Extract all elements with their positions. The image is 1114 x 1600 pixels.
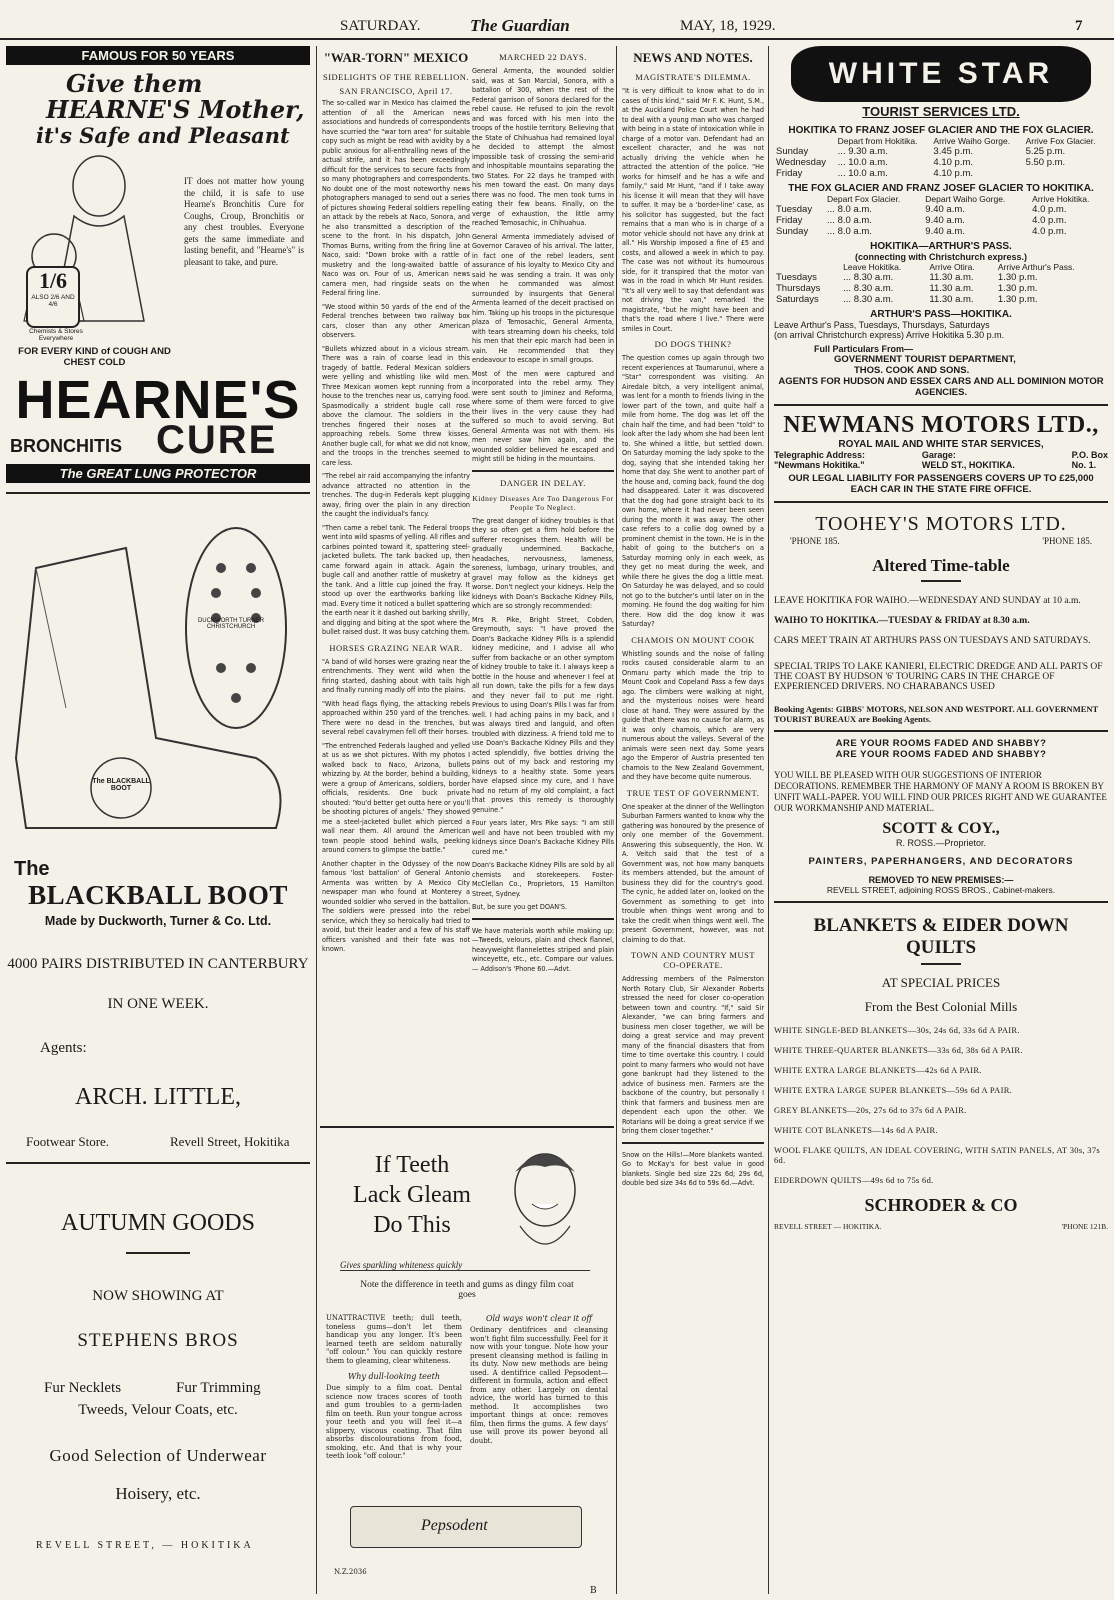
schedule-cell: 11.30 a.m. — [929, 272, 974, 283]
route-1-title: HOKITIKA TO FRANZ JOSEF GLACIER AND THE FOX GLACIER. — [788, 125, 1094, 136]
schedule-row — [774, 168, 1108, 179]
schedule-cell: ... 9.30 a.m. — [837, 146, 888, 157]
schedule-row — [774, 294, 1108, 305]
section-divider — [622, 1142, 764, 1144]
schedule-header-cell: Arrive Waiho Gorge. — [933, 136, 1011, 146]
news-paragraph: Addressing members of the Palmerston North Rotary Club, Sir Alexander Roberts stressed the need for closer co-operation between town and country. "If," said Sir Alexander, "we can bring farmers and business men closer together, we will be doing a great service and may prevent many of the financial disasters that from time to time overtake this country. I could point to many farmers who would not have gone bankrupt had they listened to the advice of business men. Farmers are the backbone of the country, but personally I think that farmers and business men are dependent each upon the other. We Rotarians will be doing a great service if we bring them closer together." — [622, 974, 764, 1135]
blackball-name: BLACKBALL BOOT — [28, 880, 288, 910]
autumn-showing: NOW SHOWING AT — [92, 1288, 224, 1304]
schedule-cell: Tuesdays — [776, 272, 817, 283]
pepsodent-gives: Gives sparkling whiteness quickly — [340, 1260, 590, 1271]
newmans-tel: "Newmans Hokitika." — [774, 460, 865, 470]
doans-paragraph: But, be sure you get DOAN'S. — [472, 902, 568, 911]
ornament-rule — [921, 580, 961, 582]
toohey-phone-2: 'PHONE 185. — [1042, 536, 1092, 546]
newmans-garage-label: Garage: — [921, 450, 956, 460]
section-divider — [774, 901, 1108, 903]
white-star-logo: WHITE STAR — [791, 46, 1091, 102]
route-3-schedule — [774, 262, 1108, 305]
mexico-dateline: SAN FRANCISCO, April 17. — [339, 86, 453, 96]
article-paragraph: "With head flags flying, the attacking rebels approached within 250 yard of the trenches. There were no dead in the trenches, but several rebel cavalrymen fell off their horses. — [322, 698, 470, 736]
article-paragraph: "Then came a rebel tank. The Federal troops went into wild spasms of yelling. All rifles and carbines pointed toward it, spattering steel-jacketed bullets. The tank backed up, then came forward again in attack. Again the bugle call and another rattle of musketry at the tank. And a little cup joined the fray. It stood up over the earthworks barking like mad. Every time it noticed a bullet spattering the earth near it it dashed out barking shrilly, and digging and biting at the spot where the bullet raised dust. It was busy catching them. — [322, 522, 470, 636]
schedule-header-cell: Leave Hokitika. — [843, 262, 902, 272]
column-5 — [774, 46, 1108, 1594]
footer-mark: B — [590, 1586, 597, 1596]
article-paragraph: Another chapter in the Odyssey of the now famous 'lost battalion' of General Antonio Armenta was written by A Mexico City newspaper man who found at Monterey a wounded soldier who served in the battalion. The soldiers were pressed into the rebel service, which they so heroically had tried to avoid, but their leader and a few of his staff officers vanished and their fate was not known. — [322, 858, 470, 953]
toohey-phone-1: 'PHONE 185. — [790, 536, 840, 546]
pepsodent-left-text: UNATTRACTIVE teeth; dull teeth, toneless gums—don't let them handicap you any longer. It's been learned teeth are seldom naturally "off colour." You can quickly restore them to gleaming, clear whiteness. — [326, 1314, 462, 1365]
section-divider — [6, 1162, 310, 1164]
pepsodent-right-head: Old ways won't clear it off — [485, 1314, 593, 1323]
schedule-cell: Friday — [776, 168, 803, 179]
schedule-cell: 1.30 p.m. — [997, 283, 1038, 294]
autumn-item-necklets: Fur Necklets — [44, 1380, 122, 1396]
toohey-cars: CARS MEET TRAIN AT ARTHURS PASS ON TUESDAYS AND SATURDAYS. — [774, 636, 1091, 646]
schedule-row — [774, 226, 1108, 237]
news-subhead: TRUE TEST OF GOVERNMENT. — [626, 787, 760, 798]
route-2-schedule — [774, 194, 1108, 237]
newmans-liability: OUR LEGAL LIABILITY FOR PASSENGERS COVERS UP TO £25,000 EACH CAR IN THE STATE FIRE OFFICE. — [788, 473, 1094, 495]
masthead — [0, 0, 1114, 40]
route-1-schedule — [774, 136, 1108, 179]
hearnes-cure-ad — [6, 46, 310, 486]
white-star-cook: THOS. COOK AND SONS. — [854, 365, 970, 376]
schroder-street: REVELL STREET — HOKITIKA. — [774, 1222, 882, 1231]
schedule-cell: ... 10.0 a.m. — [837, 157, 888, 168]
news-subhead: MAGISTRATE'S DILEMMA. — [635, 72, 751, 82]
schedule-cell: Thursdays — [776, 283, 821, 294]
pepsodent-why-head: Why dull-looking teeth — [348, 1372, 440, 1381]
article-paragraph: "We stood within 50 yards of the end of the Federal trenches between two railway box cars, closer than any other American observers. — [322, 301, 470, 339]
route-3-subtitle: (connecting with Christchurch express.) — [854, 252, 1028, 262]
pepsodent-right-text: Ordinary dentifrices and cleansing won't fight film successfully. Feel for it now with your tongue. Note how your present cleansing method is failing in its duty. Now new methods are being used. A dentifrice called Pepsodent—different in formula, action and effect from any other. Largely on dental advice, the world has turned to this method. It accomplishes two important things at once: removes film, then firms the gums. A few days' use will prove its power beyond all doubt. — [470, 1326, 608, 1445]
news-subhead: CHAMOIS ON MOUNT COOK — [631, 634, 755, 645]
section-divider — [472, 918, 614, 920]
schedule-cell: 4.0 p.m. — [1032, 204, 1067, 215]
scott-name: SCOTT & COY., — [882, 820, 1000, 837]
news-subhead: TOWN AND COUNTRY MUST CO-OPERATE. — [630, 950, 756, 970]
schedule-header-cell: Depart from Hokitika. — [837, 136, 918, 146]
hearnes-price: 1/6 — [38, 268, 68, 293]
blanket-price-item: WHITE COT BLANKETS—14s 6d A PAIR. — [774, 1125, 938, 1135]
boot-illustration — [6, 508, 306, 868]
doans-paragraph: The great danger of kidney troubles is that they so often get a firm hold before the sufferer recognises them. Health will be gradually undermined. Backache, headaches, nervousness, lameness, soreness, lumbago, urinary troubles, and gravel may follow as the kidneys get worse. Don't neglect your kidneys. Help the kidneys with Doan's Backache Kidney Pills, which are so strongly recommended: — [472, 515, 614, 610]
blanket-price-item: WHITE EXTRA LARGE BLANKETS—42s 6d A PAIR. — [774, 1065, 982, 1075]
ornament-rule — [921, 963, 961, 965]
blackball-pairs: 4000 PAIRS DISTRIBUTED IN CANTERBURY — [7, 956, 309, 972]
newmans-motors-ad — [774, 412, 1108, 495]
autumn-item-trimming: Fur Trimming — [176, 1380, 261, 1396]
article-paragraph: "A band of wild horses were grazing near the entrenchments. They went wild when the firing started, dashing about with tails high and finally running madly off into the plains. — [322, 656, 470, 694]
schedule-cell: 4.10 p.m. — [933, 168, 974, 179]
section-divider — [774, 501, 1108, 503]
section-divider — [774, 730, 1108, 732]
schedule-row — [774, 157, 1108, 168]
schedule-row — [774, 146, 1108, 157]
mexico-subtitle: SIDELIGHTS OF THE REBELLION. — [322, 72, 470, 82]
toohey-leave: LEAVE HOKITIKA FOR WAIHO.—WEDNESDAY AND SUNDAY at 10 a.m. — [774, 596, 1081, 606]
schroder-blankets-ad — [774, 915, 1108, 1231]
doans-paragraph: Four years later, Mrs Pike says: "I am still well and have not been troubled with my kidneys since Doan's Backache Kidney Pills cured me." — [472, 818, 614, 856]
scott-address: REVELL STREET, adjoining ROSS BROS., Cabinet-makers. — [826, 885, 1056, 895]
schedule-header-cell: Arrive Arthur's Pass. — [997, 262, 1075, 272]
section-divider — [472, 470, 614, 472]
blackball-agent-name: ARCH. LITTLE, — [75, 1084, 241, 1110]
blackball-boot-ad — [6, 500, 310, 1156]
schedule-header-cell: Arrive Hokitika. — [1032, 194, 1090, 204]
masthead-date: MAY, 18, 1929. — [680, 18, 776, 34]
schedule-cell: 4.0 p.m. — [1032, 226, 1067, 237]
pepsodent-tube — [350, 1506, 582, 1548]
schedule-cell: 11.30 a.m. — [929, 294, 974, 305]
news-paragraph: Whistling sounds and the noise of falling rocks caused considerable alarm to an Onmaru party which made the trip to Mount Cook and Copeland Pass a few days ago. The climbers were walking at night, and the mysterious noises were heard close at hand. They were assured by the guide that there was no cause for alarm, as it was only chamois, which are very numerous about the valleys. Several of the animals were seen next day. Some years ago the Emperor of Austria presented ten chamois to the New Zealand Government, and they have become quite numerous. — [622, 648, 764, 781]
schedule-row — [774, 215, 1108, 226]
white-star-subtitle: TOURIST SERVICES LTD. — [862, 104, 1020, 119]
mexico-headline: "WAR-TORN" MEXICO — [323, 50, 469, 65]
pepsodent-note: Note the difference in teeth and gums as dingy film coat goes — [360, 1280, 574, 1300]
scott-question-2: ARE YOUR ROOMS FADED AND SHABBY? — [835, 749, 1047, 760]
schedule-header-cell: Depart Waiho Gorge. — [925, 194, 1006, 204]
blackball-street: Revell Street, Hokitika — [170, 1134, 290, 1149]
schedule-cell: 4.0 p.m. — [1032, 215, 1067, 226]
newmans-po-label: P.O. Box — [1071, 450, 1108, 460]
scott-prop: R. ROSS.—Proprietor. — [895, 838, 987, 848]
blanket-price-item: WHITE EXTRA LARGE SUPER BLANKETS—59s 6d A PAIR. — [774, 1085, 1013, 1095]
stephens-bros-autumn-ad — [6, 1170, 310, 1590]
scott-body: YOU WILL BE PLEASED WITH OUR SUGGESTIONS OF INTERIOR DECORATIONS. REMEMBER THE HARMONY OF MANY A ROOM IS BROKEN BY UNFIT WALL-PAPER. YOU WILL FIND OUR PRICES RIGHT AND WE GUARANTEE OUR WORKMANSHIP AND MATERIAL. — [774, 770, 1107, 813]
scott-coy-ad — [774, 738, 1108, 895]
autumn-title: AUTUMN GOODS — [60, 1210, 255, 1236]
schedule-cell: 1.30 p.m. — [997, 272, 1038, 283]
schedule-cell: Wednesday — [776, 157, 826, 168]
scott-trades: PAINTERS, PAPERHANGERS, AND DECORATORS — [808, 856, 1074, 867]
schedule-cell: Saturdays — [776, 294, 819, 305]
section-divider — [6, 492, 310, 494]
hearnes-headline-2: HEARNE'S Mother, — [46, 95, 305, 124]
doans-subtitle: Kidney Diseases Are Too Dangerous For People To Neglect. — [472, 493, 614, 512]
schedule-cell: ... 8.0 a.m. — [827, 215, 872, 226]
schedule-cell: ... 8.0 a.m. — [827, 204, 872, 215]
toohey-special: SPECIAL TRIPS TO LAKE KANIERI, ELECTRIC DREDGE AND ALL PARTS OF THE COAST BY HUDSON '6' TOURING CARS IN THE CHARGE OF EXPERIENCED DRIVERS. NO CHARABANCS USED — [774, 662, 1103, 692]
masthead-day: SATURDAY. — [340, 18, 421, 34]
schedule-cell: 9.40 a.m. — [925, 215, 965, 226]
schroder-title: BLANKETS & EIDER DOWN QUILTS — [813, 915, 1069, 958]
blackball-store: Footwear Store. — [26, 1134, 110, 1149]
newmans-garage: WELD ST., HOKITIKA. — [921, 460, 1015, 470]
pepsodent-ad — [320, 1126, 614, 1596]
schedule-cell: 3.45 p.m. — [933, 146, 974, 157]
schroder-name: SCHRODER & CO — [864, 1195, 1018, 1215]
toohey-booking: Booking Agents: GIBBS' MOTORS, NELSON AND WESTPORT. ALL GOVERNMENT TOURIST BUREAUX are Booking Agents. — [774, 704, 1099, 724]
hearnes-name: HEARNE'S — [15, 370, 301, 430]
newmans-sub: ROYAL MAIL AND WHITE STAR SERVICES, — [838, 439, 1044, 450]
blackball-the: The — [14, 858, 50, 880]
schedule-header-cell — [774, 136, 836, 146]
blackball-week: IN ONE WEEK. — [107, 996, 209, 1012]
schedule-header-row — [774, 262, 1108, 272]
addisons-ad: We have materials worth while making up:—Tweeds, velours, plain and check flannel, heavyweight flannelettes striped and plain winceyette, etc., etc. Compare our values. — Addison's 'Phone 60.—Advt. — [472, 925, 614, 973]
hearnes-cure: CURE — [156, 418, 278, 462]
smiling-woman-illustration — [490, 1142, 600, 1260]
column-1 — [6, 46, 310, 1594]
white-star-govt: GOVERNMENT TOURIST DEPARTMENT, — [834, 354, 1016, 365]
schedule-header-cell — [774, 262, 841, 272]
autumn-store: STEPHENS BROS — [77, 1330, 239, 1351]
schedule-row — [774, 272, 1108, 283]
boot-label-name: The BLACKBALL BOOT — [92, 778, 150, 792]
white-star-ad — [774, 46, 1108, 398]
schedule-cell: ... 8.30 a.m. — [843, 283, 894, 294]
ornament-rule — [126, 1252, 190, 1254]
blanket-price-item: WHITE SINGLE-BED BLANKETS—30s, 24s 6d, 33s 6d A PAIR. — [774, 1025, 1020, 1035]
doans-paragraph: Doan's Backache Kidney Pills are sold by all chemists and storekeepers. Foster-McClellan Co., Proprietors, 15 Hamilton Street, Sydney. — [472, 860, 614, 898]
masthead-paper-title: The Guardian — [470, 16, 570, 35]
pepsodent-line-1: If Teeth — [374, 1152, 450, 1178]
toohey-title: TOOHEY'S MOTORS LTD. — [815, 513, 1067, 535]
schedule-row — [774, 204, 1108, 215]
white-star-agents: AGENTS FOR HUDSON AND ESSEX CARS AND ALL DOMINION MOTOR AGENCIES. — [778, 376, 1104, 398]
mexico-subhead-horses: HORSES GRAZING NEAR WAR. — [329, 642, 463, 653]
article-paragraph: "The entrenched Federals laughed and yelled at us as we shot pictures. With my photos I walked back to Naco, Arizona, bullets whizzing by. At the border, behind a building, were a group of Americans, soldiers, border officials, residents. One buck private shouted: 'You'd better get outta here or you'll be shooting pictures of angels.' They showed me a steel-jacketed bullet which pierced a wall near them. All around the American town people stood behind walls, peeking around corners to glimpse the battle." — [322, 740, 470, 854]
schedule-cell: 4.10 p.m. — [933, 157, 974, 168]
article-paragraph: "The rebel air raid accompanying the infantry advance attracted no attention in the trenches. The dug-in Federals kept plugging away, firing over the plain in any direction the caught the individual's fancy. — [322, 471, 470, 518]
blanket-price-item: GREY BLANKETS—20s, 27s 6d to 37s 6d A PAIR. — [774, 1105, 967, 1115]
blackball-agents: Agents: — [40, 1040, 87, 1056]
news-subhead: DO DOGS THINK? — [654, 339, 732, 349]
schedule-cell: Tuesday — [776, 204, 813, 215]
autumn-item-underwear: Good Selection of Underwear — [49, 1446, 267, 1465]
hearnes-bronchitis: BRONCHITIS — [10, 436, 122, 456]
article-paragraph: "Bullets whizzed about in a vicious stream. There was a rain of coarse lead in this tragedy of battle. Federal Mexican soldiers were yelling and whistling like wild men. Three Mexican women kept running from a house to the trenches near us, carrying food. Spasmodically a strident bugle call rose above the clamour. The soldiers in the trenches fingered their noses at the approaching rebels. Some threw kisses. Another bugle call, for what we did not know, and the troops in the trenches seemed to care less. — [322, 343, 470, 467]
toohey-waiho: WAIHO TO HOKITIKA.—TUESDAY & FRIDAY at 8.30 a.m. — [774, 616, 1030, 626]
news-paragraph: One speaker at the dinner of the Wellington Suburban Farmers wanted to know why the gathering was honoured by the presence of only one member of the Government. Answering this subsequently, the Hon. W. A. Veitch said that the test of a Government was, not how many banquets its members attended, but the amount of business they did for the country's good. The cynic, he added later on, looked on the Government as something to get into trouble when things went wrong and to take the credit when things went well. The present Government, however, was not claiming to do that. — [622, 801, 764, 944]
scott-question-1: ARE YOUR ROOMS FADED AND SHABBY? — [835, 738, 1047, 749]
hearnes-body-text: IT does not matter how young the child, it is safe to use Hearne's Bronchitis Cure for Coughs, Croup, Bronchitis or any chest troubles. Everyone gets the same immediate and lasting benefit, and "Hearne's" is pleasant to take, and pure. — [184, 176, 304, 267]
route-3-title: HOKITIKA—ARTHUR'S PASS. — [870, 241, 1012, 252]
schedule-header-cell: Arrive Otira. — [929, 262, 975, 272]
autumn-item-tweeds: Tweeds, Velour Coats, etc. — [78, 1402, 238, 1418]
schedule-cell: ... 8.0 a.m. — [827, 226, 872, 237]
mexico-subhead-marched: MARCHED 22 DAYS. — [499, 52, 587, 62]
schedule-cell — [1024, 168, 1108, 179]
hearnes-tagline: The GREAT LUNG PROTECTOR — [6, 464, 310, 483]
hearnes-headline-1: Give them — [66, 69, 203, 98]
blackball-maker: Made by Duckworth, Turner & Co. Ltd. — [44, 914, 272, 928]
newmans-po: No. 1. — [1071, 460, 1097, 470]
hearnes-kind: FOR EVERY KIND of COUGH AND CHEST COLD — [18, 346, 171, 368]
autumn-footer: REVELL STREET, — HOKITIKA — [36, 1540, 254, 1551]
schedule-cell: Sunday — [776, 226, 809, 237]
doans-title: DANGER IN DELAY. — [500, 477, 586, 488]
autumn-item-hosiery: Hoisery, etc. — [115, 1484, 201, 1503]
column-rule — [768, 46, 769, 1594]
hearnes-headline-3: it's Safe and Pleasant — [36, 123, 290, 148]
schedule-header-row — [774, 136, 1108, 146]
doans-paragraph: Mrs R. Pike, Bright Street, Cobden, Greymouth, says: "I have proved the Doan's Backache Kidney Pills is a splendid kidney medicine, and I advise all who suffer from backache or an other symptom of kidney trouble to take it. I always keep a bottle in the house and whenever I feel at all run down, take the pills for a few days and they never fail to put me right. Previous to using Doan's Pills I was far from well. I had aching pains in my back, and I was always tired and languid, and often troubled with dizziness. A friend told me to use Doan's Backache Kidney Pills and they acted splendidly, five bottles driving the pains out of my back and restoring my kidneys to a healthy state. Some years have elapsed since my cure, and I have had no return of my old complaint, a fact that proves this remedy is thoroughly genuine." — [472, 614, 614, 814]
article-paragraph: Most of the men were captured and incorporated into the rebel army. They were sent south to Jiminez and Reforma, where some of them were forced to give their lives in the very cause they had suffered so much to avoid serving. But General Armenta was not with them. His men never saw him again, and the wounded soldier believed he escaped and might still be hiding in the mountains. — [472, 368, 614, 463]
schedule-cell: 9.40 a.m. — [925, 204, 965, 215]
route-2-title: THE FOX GLACIER AND FRANZ JOSEF GLACIER TO HOKITIKA. — [788, 183, 1094, 194]
pepsodent-line-3: Do This — [373, 1212, 451, 1238]
news-paragraph: The question comes up again through two recent experiences at Taumarunui, where a "Star" correspondent was visiting. An Airedale bitch, a very intelligent animal, was lent for a month to friends living in the lower part of the town, and quite half a mile from home. The dog was let off the chain half the time, and had been "told" to look after the lady whom she had been lent to. She whined a little, but settled down. On Saturday morning the lady spoke to the dog, saying that she intended taking her home that day. She went to another part of the house and, coming back, found the dog had disappeared. Later it was discovered that the dog had gone straight back to its own home, where it had never been seen during the month it was away. The other case refers to a collie dog owned by a prominent chemist in the town. He is in the habit of going to the butcher's on a Saturday morning only in each week, as they get no meat during the week, and while there he gives the dog a little meat. On Saturday he was delayed, and so could not go to the butcher's until later on in the morning. He found the dog waiting for him there. How did the dog know it was Saturday? — [622, 353, 764, 628]
newmans-tel-label: Telegraphic Address: — [774, 450, 866, 460]
schedule-cell: 5.25 p.m. — [1025, 146, 1066, 157]
schroder-special: AT SPECIAL PRICES — [881, 975, 1001, 990]
section-divider — [774, 404, 1108, 406]
pepsodent-why-body: Due simply to a film coat. Dental science now traces scores of tooth and gum troubles to a germ-laden film on teeth. Run your tongue across your teeth and you will feel it—a slippery, viscous coating. That film absorbs discolourations from food, smoking, etc. And that is why your teeth look "off colour." — [326, 1384, 462, 1460]
column-rule — [316, 46, 317, 1594]
schedule-cell: ... 10.0 a.m. — [837, 168, 888, 179]
schedule-cell: Sunday — [776, 146, 809, 157]
hearnes-chemists: Chemists & Stores Everywhere — [29, 328, 83, 342]
schedule-cell: ... 8.30 a.m. — [843, 272, 894, 283]
schedule-header-cell: Depart Fox Glacier. — [827, 194, 901, 204]
white-star-full-particulars: Full Particulars From— — [814, 344, 914, 354]
blanket-price-item: WOOL FLAKE QUILTS, AN IDEAL COVERING, WITH SATIN PANELS, AT 30s, 37s 6d. — [774, 1145, 1101, 1165]
schedule-cell: 11.30 a.m. — [929, 283, 974, 294]
schedule-header-cell: Arrive Fox Glacier. — [1025, 136, 1096, 146]
column-rule — [616, 46, 617, 1594]
pepsodent-brand: Pepsodent — [421, 1517, 488, 1534]
route-4-line-1: Leave Arthur's Pass, Tuesdays, Thursdays, Saturdays — [774, 320, 990, 330]
mckays-blankets-ad: Snow on the Hills!—More blankets wanted. Go to McKay's for best value in good blankets. Single bed size 22s 6d; 29s 6d, double bed size 34s 6d to 59s 6d.—Advt. — [622, 1149, 764, 1187]
schedule-header-cell — [774, 194, 825, 204]
blanket-price-item: EIDERDOWN QUILTS—49s 6d to 75s 6d. — [774, 1175, 934, 1185]
schedule-row — [774, 283, 1108, 294]
schroder-phone: 'PHONE 121B. — [1061, 1222, 1108, 1231]
schedule-cell: 9.40 a.m. — [925, 226, 965, 237]
route-4-line-2: (on arrival Christchurch express) Arrive Hokitika 5.30 p.m. — [774, 330, 1005, 340]
schedule-header-row — [774, 194, 1108, 204]
tooheys-motors-ad — [774, 513, 1108, 724]
scott-removed: REMOVED TO NEW PREMISES:— — [868, 875, 1014, 885]
schedule-cell: ... 8.30 a.m. — [843, 294, 894, 305]
toohey-altered: Altered Time-table — [872, 556, 1010, 575]
news-paragraph: "It is very difficult to know what to do in cases of this kind," said Mr F. K. Hunt, S.M., at the Auckland Police Court when he had to deal with a young man who was charged with being in a state of intoxication while in charge of a motor van. Defendant had an excellent character, and he was not actually driving the vehicle when he attracted the attention of the police. "He works for himself and he has a wife and family," said Mr Hunt, "and if I take away his license it will mean that they will have to suffer. It may be a 'border-line' case, as his solicitor has suggested, but the fact remains that a man who is in charge of a motor vehicle should not have any drink at all." His Worship imposed a fine of £5 and costs, and allowed a week in which to pay. The case was not without its humourous side, for it transpired that the motor van was in the road in which Mr Hunt resides. "It's all very well to say that defendant was not driving the van," remarked the magistrate, "but he might have been and that's the road where I live." There were smiles in Court. — [622, 86, 764, 333]
schroder-mills: From the Best Colonial Mills — [864, 999, 1018, 1014]
article-paragraph: The so-called war in Mexico has claimed the attention of all the American news associations and hundreds of correspondents have scurried the "war torn area" for suitable copy such as might be read with avidity by a public anxious for all-enthralling news of the actual strife, and it has been exceedingly difficult for the services to secure facts from so many photographers and correspondents. No doubt one of the most noteworthy news photographers managed to send out a series of pictures showing Federal soldiers repelling an attack by the rebels at Naco, Sonora, and he also transmitted a description of the scene to the front. In his dispatch, John Thomas Burns, writing from the firing line at Naco, said: "Down broke with a rattle of musketry and the long-awaited battle of Naco was on. Four of us, American news camera men, had ringside seats on the Federal firing line. — [322, 98, 470, 297]
hearnes-banner: FAMOUS FOR 50 YEARS — [6, 46, 310, 65]
schedule-cell: Friday — [776, 215, 803, 226]
boot-label-maker: DUCKWORTH TURNER CHRISTCHURCH — [197, 618, 265, 630]
schedule-cell: 1.30 p.m. — [997, 294, 1038, 305]
route-4-title: ARTHUR'S PASS—HOKITIKA. — [870, 309, 1012, 320]
column-4 — [622, 46, 764, 1594]
schedule-cell: 5.50 p.m. — [1025, 157, 1066, 168]
blanket-price-item: WHITE THREE-QUARTER BLANKETS—33s 6d, 38s 6d A PAIR. — [774, 1045, 1023, 1055]
masthead-page-number: 7 — [1075, 18, 1083, 34]
hearnes-price-sub: ALSO 2/6 AND 4/6 — [31, 294, 75, 308]
pepsodent-code: N.Z.2036 — [334, 1568, 367, 1576]
newmans-title: NEWMANS MOTORS LTD., — [783, 412, 1099, 438]
article-paragraph: General Armenta, the wounded soldier said, was at San Marcial, Sonora, with a battalion of 300, when the rest of the Federal garrison of Sonora declared for the rebel cause. He refused to join the revolt and was forced with his men into the troops of the hostile territory. Believing that the State of Chihuahua had remained loyal he decided to attempt the almost impossible task of crossing the semi-arid and inhospitable mountains separating the two States. For 22 days he tramped with his men toward the east. On many days there was no food. The men took turns in eating their few beans. Finally, on the verge of exhaustion, the little army reached Temosachic, in Chihuahua. — [472, 66, 614, 227]
price-medallion — [26, 266, 80, 328]
pepsodent-line-2: Lack Gleam — [353, 1182, 471, 1208]
article-paragraph: General Armenta immediately advised of Governor Caraveo of his arrival. The latter, in fact one of the rebel leaders, sent assurance of his loyalty to Mexico City and said he was sending a train. It was only when he commanded was almost surrounded by insurgents that General Armenta learned of the deceit practised on him. Taking up his troops in the picturesque plaza of Temosachic, General Armenta, with tears streaming down his cheeks, told his men that their epic march had been in vain. He recommended that they endeavour to escape in small groups. — [472, 231, 614, 364]
schroder-price-list — [774, 1025, 1108, 1185]
news-headline: NEWS AND NOTES. — [633, 50, 753, 65]
